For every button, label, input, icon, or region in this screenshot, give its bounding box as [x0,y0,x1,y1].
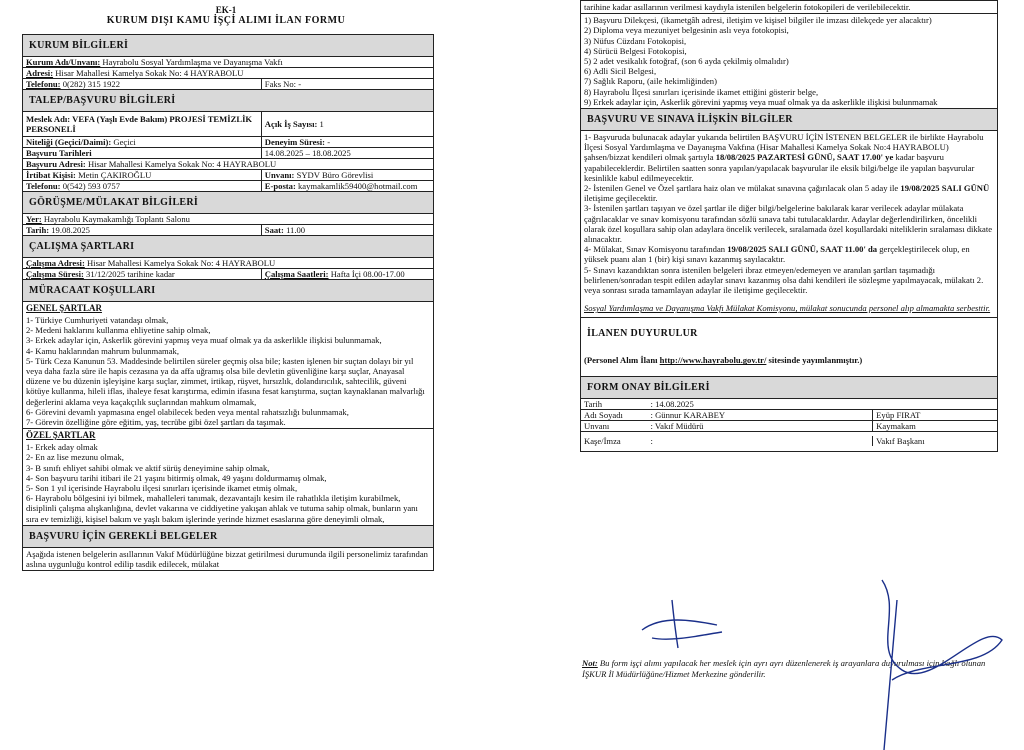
form-title: KURUM DIŞI KAMU İŞÇİ ALIMI İLAN FORMU [106,15,346,26]
row-calisma-adres: Çalışma Adresi: Hisar Mahallesi Kamelya Sokak No: 4 HAYRABOLU [23,257,433,268]
page-left [0,0,452,750]
list-item: 4- Son başvuru tarihi itibari ile 21 yaşını bitirmiş olmak, 49 yaşını doldurmamış olmak, [26,472,327,483]
row-meslek: Meslek Adı: VEFA (Yaşlı Evde Bakım) PROJESİ TEMİZLİK PERSONELİ Açık İş Sayısı: 1 [23,111,433,136]
page-right [572,0,1024,750]
list-item: 8) Hayrabolu İlçesi sınırları içerisinde ikamet ettiğini gösterir belge, [584,86,819,97]
list-item: 2) Diploma veya mezuniyet belgesinin aslı veya fotokopisi, [584,25,789,36]
fax: Faks No: - [261,79,433,89]
row-badres: Başvuru Adresi: Hisar Mahallesi Kamelya Sokak No: 4 HAYRABOLU [23,158,433,169]
list-item: 1) Başvuru Dilekçesi, (ikametgâh adresi, iletişim ve kişisel bilgiler ile imzası dilekçede yer alacaktır) [584,15,932,26]
row-irtibat: İrtibat Kişisi: Metin ÇAKIROĞLU Unvanı: SYDV Büro Görevlisi [23,169,433,180]
belgeler-intro: Aşağıda istenen belgelerin asıllarının Vakıf Müdürlüğüne bizzat getirilmesi durumunda ilgili personelimiz tarafından aslına uygunluğu kontrol edilip tasdik edilecek, mülakat [23,547,433,570]
commission-note: Sosyal Yardımlaşma ve Dayanışma Vakfı Mülakat Komisyonu, mülakat sonucunda personel alıp almamakta serbesttir. [584,303,991,314]
row-tarih: Başvuru Tarihleri 14.08.2025 – 18.08.2025 [23,147,433,158]
annex-label: EK-1 [215,5,237,15]
ilanen-text: (Personel Alım İlanı http://www.hayrabolu.gov.tr/ sitesinde yayımlanmıştır.) [584,355,863,366]
ozel-list [23,441,433,525]
row-onay-unvan: Unvanı : Vakıf Müdürü Kaymakam [581,420,997,431]
list-item: 4- Kamu haklarından mahrum bulunmamak, [26,345,179,356]
list-item: 9) Erkek adaylar için, Askerlik görevini yapmış veya muaf olmak ya da askerlikle ilişkisi bulunmamak [584,96,938,107]
belgeler-list [581,13,997,108]
section-muracaat: MÜRACAAT KOŞULLARI [23,279,433,301]
list-item: 6- Hayrabolu bölgesini iyi bilmek, mahalleleri tanımak, dezavantajlı kesim ile rahatlıkla iletişim kurabilmek, disiplinli çalışma alışkanlığına, devlet vakarına ve ciddiyetine yakışan ahlak ve tutuma sahip olmak, bunların yanı sıra ev temizliği, kişisel bakım ve yaşlı bakım işlerinde yerinde hizmet esaslarına göre deneyimli olmak, [26,493,418,524]
row-onay-imza: Kaşe/İmza : Vakıf Başkanı [581,431,997,451]
list-item: 3- B sınıfı ehliyet sahibi olmak ve aktif sürüş deneyimine sahip olmak, [26,462,270,473]
section-kurum: KURUM BİLGİLERİ [23,35,433,56]
sinav-item-1: 1- Başvuruda bulunacak adaylar yukarıda belirtilen BAŞVURU İÇİN İSTENEN BELGELER ile birlikte Hayrabolu İlçesi Sosyal Yardımlaşma ve Dayanışma Vakfına (Hisar Mahallesi Kamelya Sokak No:4 HAYRABOLU) şahsen/bizzat kendileri olmak şartıyla 18/08/2025 PAZARTESİ GÜNÜ, SAAT 17.00' ye kadar başvuru yapabileceklerdir. Belirtilen saatten sonra yapılan/yapılacak başvurular ile eksik bilgi/belge ile yapılan başvurular kesinlikle kabul edilmeyecektir. [584,132,984,183]
list-item: 7) Sağlık Raporu, (aile hekimliğinden) [584,76,717,87]
ozel-header: ÖZEL ŞARTLAR [23,428,433,441]
list-item: 2- Medeni haklarını kullanma ehliyetine sahip olmak, [26,325,211,336]
sinav-item-3: 3- İstenilen şartları taşıyan ve özel şartlar ile diğer bilgi/belgelerine bakılarak karar verilecek adaylar mülakata çağrılacaklar ve sınav komisyonu tarafından sözlü sınava tabi tutulacaklardır. Adaylar değerlendirilirken, öncelikli olarak özel koşullara sahip olan adaylara öncelik verilecek, sıralamada özel koşullardaki niteliklerin sıralaması dikkate alınacaktır. [584,203,993,245]
email-link[interactable]: kaymakamlik59400@hotmail.com [298,181,418,191]
list-item: 2- En az lise mezunu olmak, [26,452,124,463]
row-calisma-sure: Çalışma Süresi: 31/12/2025 tarihine kadar Çalışma Saatleri: Hafta İçi 08.00-17.00 [23,268,433,279]
list-item: 6- Görevini devamlı yapmasına engel olabilecek beden veya mental rahatsızlığı bulunmamak, [26,406,349,417]
belgeler-intro-cont: tarihine kadar asıllarının verilmesi kaydıyla istenilen belgelerin fotokopileri de verilebilecektir. [584,2,911,12]
announcement-form [22,34,434,571]
list-item: 6) Adli Sicil Belgesi, [584,66,657,77]
row-onay-tarih: Tarih : 14.08.2025 [581,398,997,409]
row-yer: Yer: Hayrabolu Kaymakamlığı Toplantı Salonu [23,213,433,224]
section-onay: FORM ONAY BİLGİLERİ [581,376,997,398]
sinav-item-2: 2- İstenilen Genel ve Özel şartlara haiz olan ve mülakat sınavına çağırılacak olan 5 aday ile 19/08/2025 SALI GÜNÜ iletişime geçilecektir. [584,183,990,204]
list-item: 1- Türkiye Cumhuriyeti vatandaşı olmak, [26,315,169,325]
section-talep: TALEP/BAŞVURU BİLGİLERİ [23,89,433,111]
genel-list [23,314,433,428]
list-item: 7- Görevin özelliğine göre eğitim, yaş, tecrübe gibi özel şartları da taşımak. [26,417,286,428]
row-kurum-phone: Telefonu: 0(282) 315 1922 Faks No: - [23,78,433,89]
list-item: 3) Nüfus Cüzdanı Fotokopisi, [584,35,687,46]
footnote: Not: Bu form işçi alımı yapılacak her meslek için ayrı ayrı düzenlenerek iş arayanlara duyurulması için bağlı olunan İŞKUR İl Müdürlüğüne/Hizmet Merkezine gönderilir. [582,658,986,679]
sinav-text [581,130,997,317]
sinav-item-5: 5- Sınavı kazandıktan sonra istenilen belgeleri ibraz etmeyen/edemeyen ve aranılan şartları taşımadığı belirlenen/sonradan tespit edilen adaylar sınavı kazanmış olsa dahi kendileri ile sözleşme yapılmayacak, mülakatı 2. veya sonrası sırada tamamlayan adaylar ile iletişime geçilecektir. [584,264,984,296]
row-tel: Telefonu: 0(542) 593 0757 E-posta: kaymakamlik59400@hotmail.com [23,180,433,191]
signature-1-icon [632,590,732,650]
section-calisma: ÇALIŞMA ŞARTLARI [23,235,433,257]
row-kurum-address: Adresi: Hisar Mahallesi Kamelya Sokak No: 4 HAYRABOLU [23,67,433,78]
list-item: 5) 2 adet vesikalık fotoğraf, (son 6 ayda çekilmiş olmalıdır) [584,56,789,67]
section-ilanen: İLANEN DUYURULUR [581,317,997,347]
list-item: 5- Türk Ceza Kanunun 53. Maddesinde belirtilen süreler geçmiş olsa bile; kasten işlenen bir suçtan dolayı bir yıl veya daha fazla süre ile hapis cezasına ya da affa uğramış olsa bile devletin güvenliğine karşı suçlar, Anayasal düzene ve bu düzenin işleyişine karşı suçlar, zimmet, irtikap, rüşvet, hırsızlık, dolandırıcılık, sahtecilik, güveni kötüye kullanma, hileli iflas, ihaleye fesat karıştırma, edimin ifasına fesat karıştırma, suçtan kaynaklanan malvarlığı değerlerini aklama veya kaçakçılık suçlarından mahkum olmamak, [26,355,425,407]
section-gorusme: GÖRÜŞME/MÜLAKAT BİLGİLERİ [23,191,433,213]
announcement-form-continued [580,0,998,452]
list-item: 5- Son 1 yıl içerisinde Hayrabolu ilçesi sınırları içerisinde ikamet etmiş olmak, [26,483,298,494]
list-item: 4) Sürücü Belgesi Fotokopisi, [584,45,687,56]
row-kurum-name: Kurum Adı/Unvanı: Hayrabolu Sosyal Yardımlaşma ve Dayanışma Vakfı [23,56,433,67]
sinav-item-4: 4- Mülakat, Sınav Komisyonu tarafından 19/08/2025 SALI GÜNÜ, SAAT 11.00' da gerçekleştirilecek olup, en yüksek puanı alan 1 (bir) kişi sınavı kazanmış sayılacaktır. [584,244,970,265]
row-gorusme-tarih: Tarih: 19.08.2025 Saat: 11.00 [23,224,433,235]
list-item: 1- Erkek aday olmak [26,442,98,453]
row-nitelik: Niteliği (Geçici/Daimi): Geçici Deneyim Süresi: - [23,136,433,147]
website-link[interactable]: http://www.hayrabolu.gov.tr/ [659,355,767,366]
list-item: 3- Erkek adaylar için, Askerlik görevini yapmış veya muaf olmak ya da askerlikle ilişkisi bulunmamak, [26,335,382,346]
signature-2-icon [862,560,1012,750]
row-onay-ad: Adı Soyadı : Günnur KARABEY Eyüp FIRAT [581,409,997,420]
section-belgeler: BAŞVURU İÇİN GEREKLİ BELGELER [23,525,433,547]
section-sinav: BAŞVURU VE SINAVA İLİŞKİN BİLGİLER [581,108,997,130]
genel-header: GENEL ŞARTLAR [23,301,433,314]
